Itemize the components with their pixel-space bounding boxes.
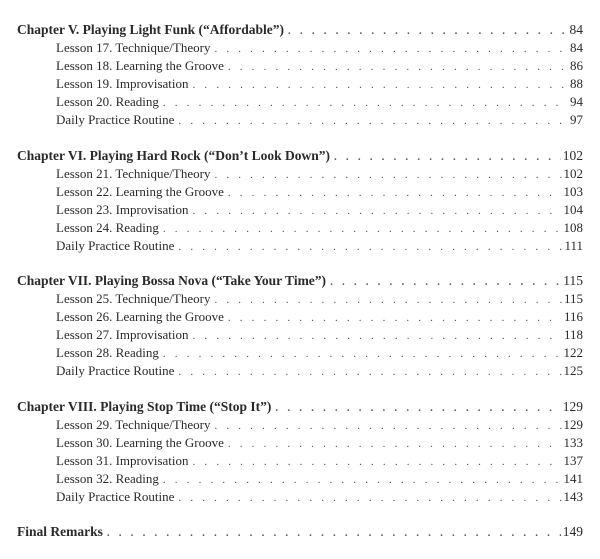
dot-leader xyxy=(193,453,562,471)
lesson-entry[interactable] xyxy=(56,93,583,111)
lesson-entry[interactable] xyxy=(56,434,583,452)
dot-leader xyxy=(178,363,561,381)
lesson-entry[interactable] xyxy=(56,219,583,237)
chapter-vii-entry[interactable] xyxy=(17,272,583,290)
lesson-title: Lesson 21. Technique/Theory xyxy=(56,166,211,181)
lesson-title: Lesson 31. Improvisation xyxy=(56,453,189,468)
dot-leader xyxy=(228,309,562,327)
lesson-entry[interactable] xyxy=(56,470,583,488)
chapter-title: Chapter VII. Playing Bossa Nova (“Take Your Time”) xyxy=(17,273,327,288)
page-number: 129 xyxy=(562,399,583,414)
dot-leader xyxy=(178,489,561,507)
page-number: 129 xyxy=(563,417,583,432)
dot-leader xyxy=(193,202,562,220)
lesson-entry[interactable] xyxy=(56,201,583,219)
dot-leader xyxy=(228,58,568,76)
lesson-entry[interactable] xyxy=(56,344,583,362)
final-remarks-entry[interactable] xyxy=(17,523,583,541)
dot-leader xyxy=(228,435,562,453)
dot-leader xyxy=(214,417,561,435)
lesson-entry[interactable] xyxy=(56,362,583,380)
lesson-entry[interactable] xyxy=(56,488,583,506)
lesson-title: Lesson 24. Reading xyxy=(56,220,159,235)
dot-leader xyxy=(163,471,562,489)
dot-leader xyxy=(193,76,568,94)
lesson-entry[interactable] xyxy=(56,237,583,255)
page-number: 137 xyxy=(563,453,583,468)
page-number: 94 xyxy=(570,94,583,109)
page-number: 111 xyxy=(564,238,583,253)
page-number: 125 xyxy=(563,363,583,378)
lesson-title: Lesson 30. Learning the Groove xyxy=(56,435,224,450)
page-number: 102 xyxy=(563,166,583,181)
page-number: 143 xyxy=(563,489,583,504)
chapter-title: Chapter VI. Playing Hard Rock (“Don’t Look Down”) xyxy=(17,148,331,163)
lesson-title: Lesson 17. Technique/Theory xyxy=(56,40,211,55)
dot-leader xyxy=(163,220,562,238)
dot-leader xyxy=(163,345,562,363)
lesson-entry[interactable] xyxy=(56,165,583,183)
lesson-entry[interactable] xyxy=(56,290,583,308)
lesson-title: Daily Practice Routine xyxy=(56,489,175,504)
page-number: 102 xyxy=(562,148,583,163)
page-number: 84 xyxy=(569,22,583,37)
page-number: 116 xyxy=(563,309,583,324)
chapter-v-entry[interactable] xyxy=(17,21,583,39)
lesson-title: Lesson 22. Learning the Groove xyxy=(56,184,224,199)
dot-leader xyxy=(214,291,562,309)
lesson-title: Lesson 27. Improvisation xyxy=(56,327,189,342)
lesson-title: Daily Practice Routine xyxy=(56,363,175,378)
page-number: 84 xyxy=(570,40,583,55)
page-number: 115 xyxy=(563,291,583,306)
dot-leader xyxy=(275,399,560,417)
dot-leader xyxy=(107,524,561,542)
dot-leader xyxy=(228,184,562,202)
lesson-title: Daily Practice Routine xyxy=(56,112,175,127)
page-number: 86 xyxy=(570,58,583,73)
chapter-vi-entry[interactable] xyxy=(17,147,583,165)
chapter-title: Chapter V. Playing Light Funk (“Affordable”) xyxy=(17,22,285,37)
lesson-title: Lesson 20. Reading xyxy=(56,94,159,109)
lesson-title: Lesson 32. Reading xyxy=(56,471,159,486)
page-number: 141 xyxy=(563,471,583,486)
lesson-entry[interactable] xyxy=(56,308,583,326)
lesson-entry[interactable] xyxy=(56,452,583,470)
chapter-title: Chapter VIII. Playing Stop Time (“Stop It”) xyxy=(17,399,272,414)
lesson-title: Lesson 18. Learning the Groove xyxy=(56,58,224,73)
dot-leader xyxy=(163,94,568,112)
lesson-entry[interactable] xyxy=(56,57,583,75)
dot-leader xyxy=(178,238,562,256)
page-number: 108 xyxy=(563,220,583,235)
lesson-entry[interactable] xyxy=(56,39,583,57)
lesson-entry[interactable] xyxy=(56,183,583,201)
page-number: 104 xyxy=(563,202,583,217)
page-number: 133 xyxy=(563,435,583,450)
lesson-title: Lesson 29. Technique/Theory xyxy=(56,417,211,432)
page-number: 149 xyxy=(562,524,583,539)
lesson-entry[interactable] xyxy=(56,111,583,129)
page-number: 88 xyxy=(570,76,583,91)
page-number: 118 xyxy=(563,327,583,342)
page-number: 97 xyxy=(570,112,583,127)
dot-leader xyxy=(214,166,561,184)
page-number: 103 xyxy=(563,184,583,199)
dot-leader xyxy=(330,273,561,291)
dot-leader xyxy=(178,112,568,130)
page-number: 115 xyxy=(563,273,583,288)
lesson-title: Lesson 26. Learning the Groove xyxy=(56,309,224,324)
final-remarks-title: Final Remarks xyxy=(17,524,103,539)
dot-leader xyxy=(334,148,561,166)
page-number: 122 xyxy=(563,345,583,360)
dot-leader xyxy=(214,40,568,58)
lesson-entry[interactable] xyxy=(56,416,583,434)
lesson-title: Daily Practice Routine xyxy=(56,238,175,253)
lesson-title: Lesson 25. Technique/Theory xyxy=(56,291,211,306)
lesson-title: Lesson 23. Improvisation xyxy=(56,202,189,217)
chapter-viii-entry[interactable] xyxy=(17,398,583,416)
dot-leader xyxy=(288,22,567,40)
lesson-title: Lesson 19. Improvisation xyxy=(56,76,189,91)
lesson-title: Lesson 28. Reading xyxy=(56,345,159,360)
lesson-entry[interactable] xyxy=(56,326,583,344)
dot-leader xyxy=(193,327,562,345)
lesson-entry[interactable] xyxy=(56,75,583,93)
